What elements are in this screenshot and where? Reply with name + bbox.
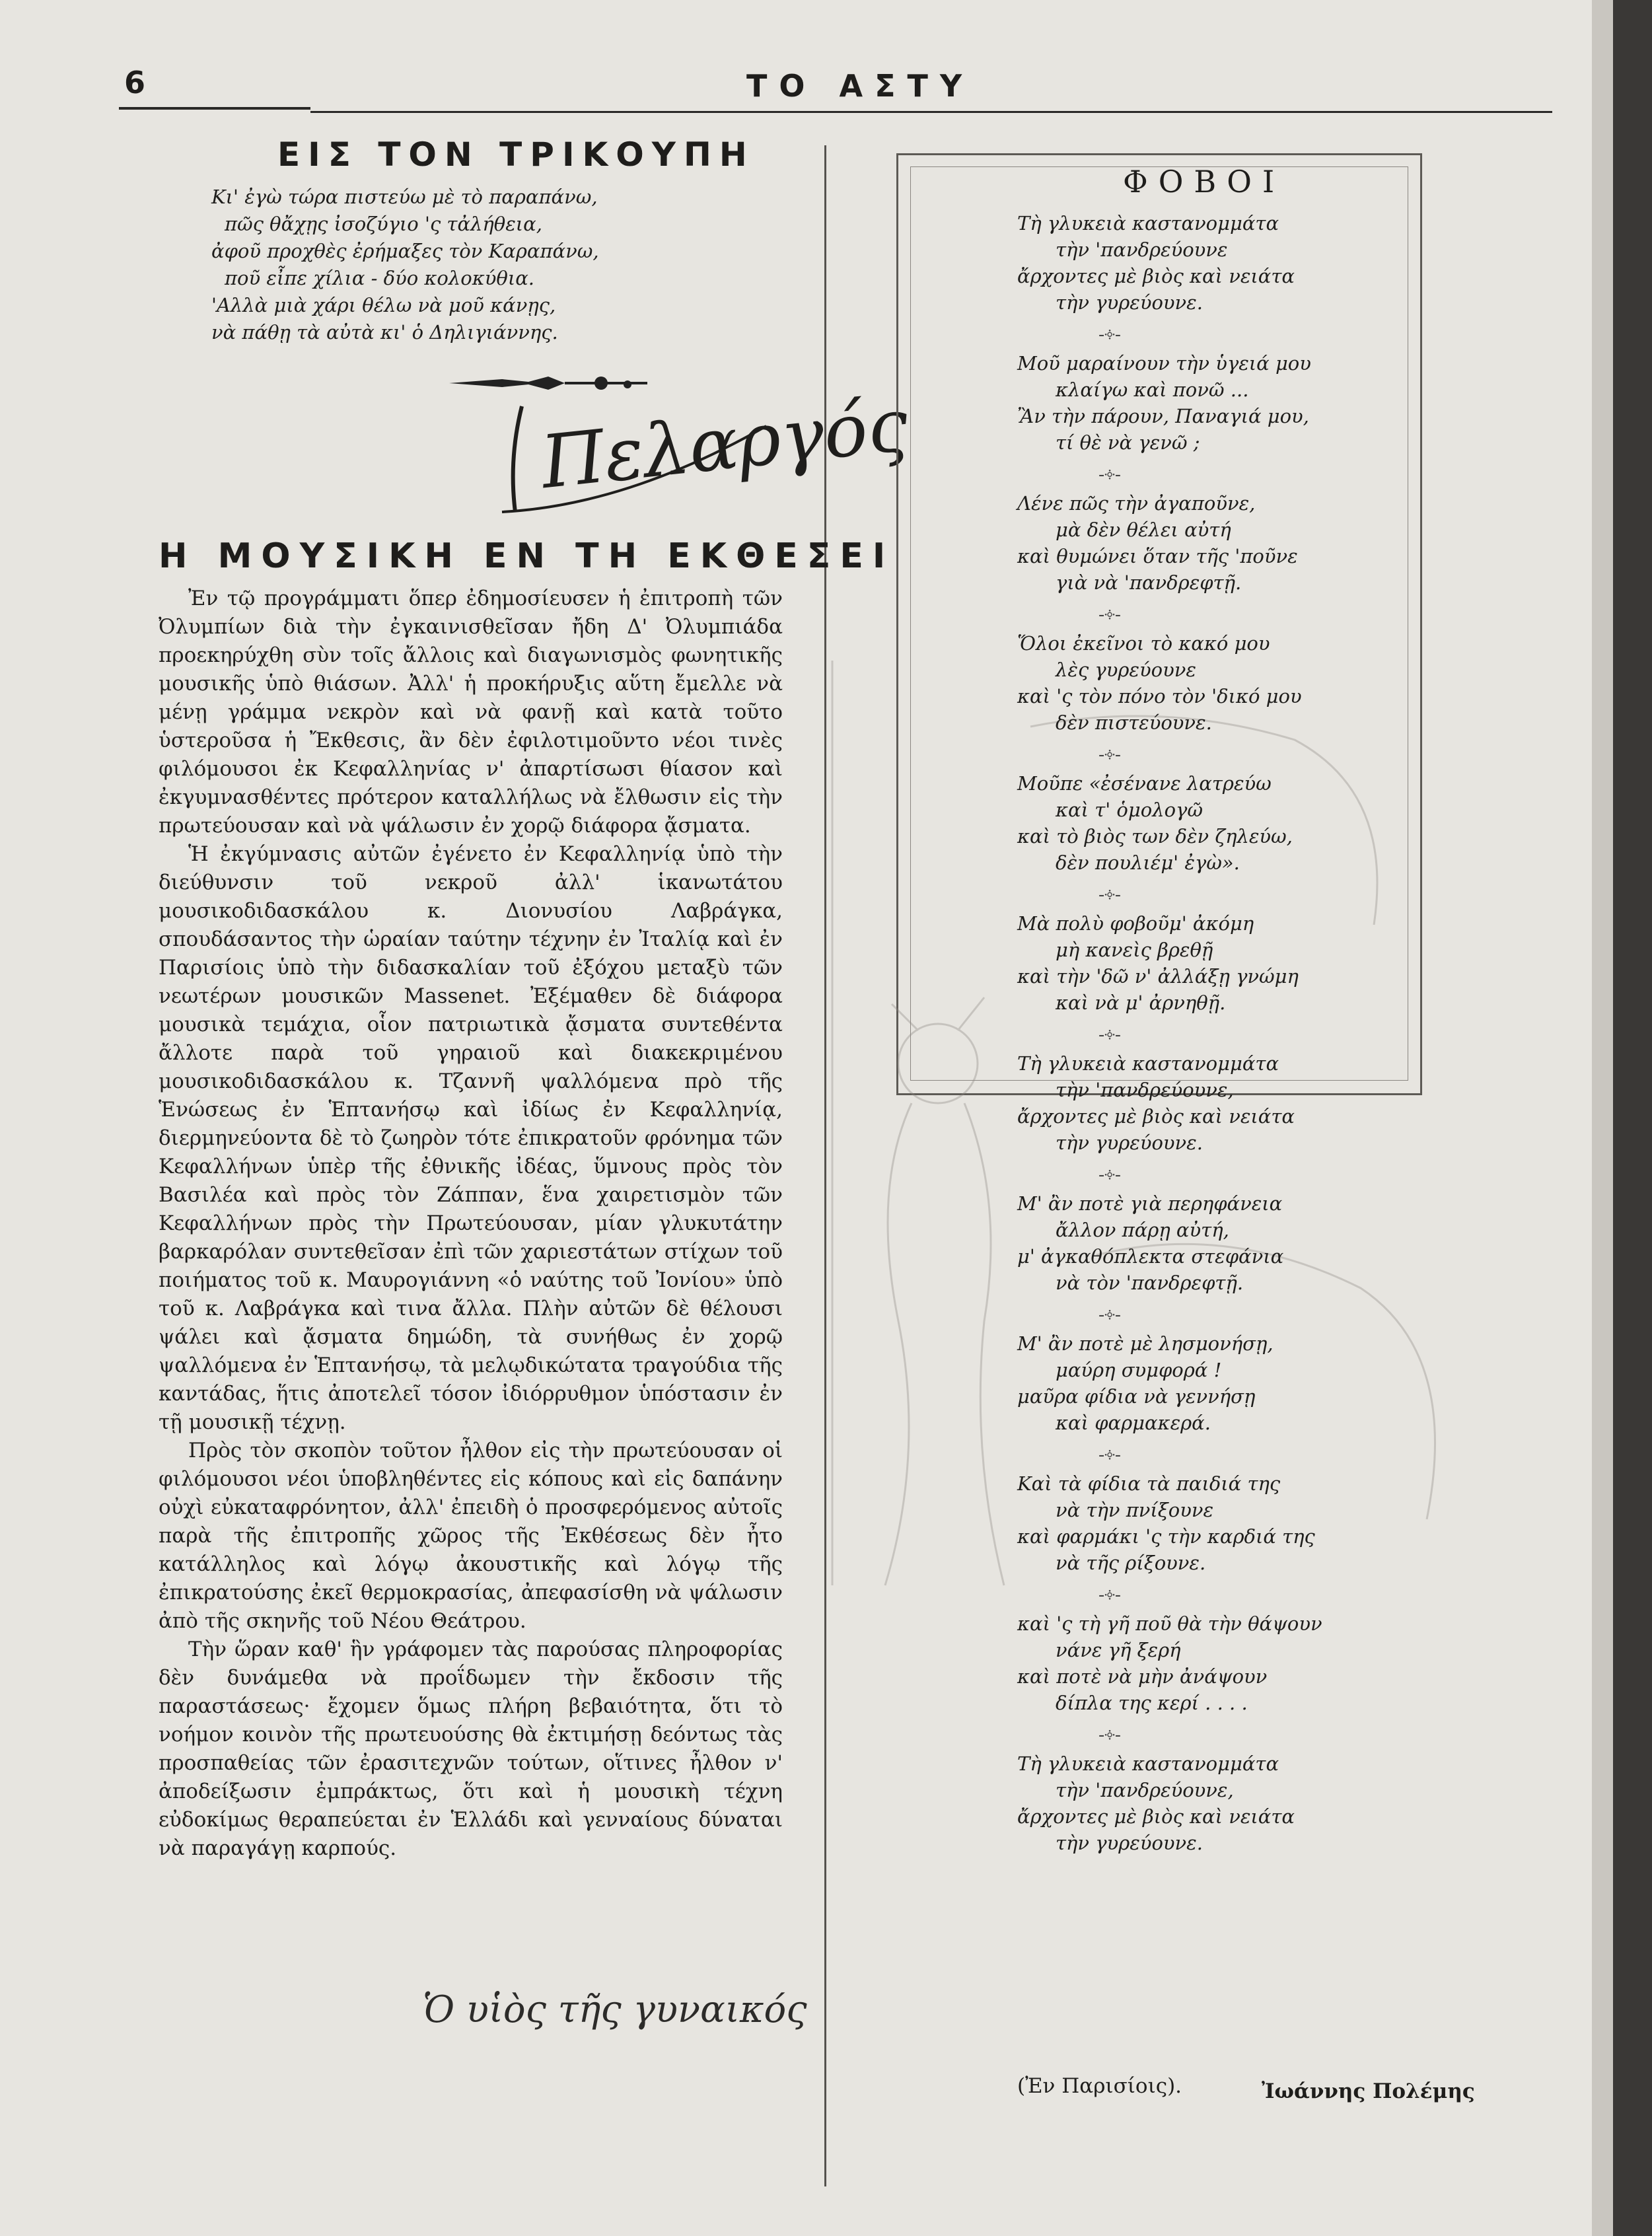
stanza-separator-icon: -༓- (1098, 745, 1122, 765)
poem-title: ΕΙΣ ΤΟΝ ΤΡΙΚΟΥΠΗ (277, 135, 755, 174)
stanza-separator-icon: -༓- (1098, 1445, 1122, 1465)
verse-line: Μ' ἂν ποτὲ μὲ λησμονήσῃ, (1017, 1332, 1274, 1355)
verse-line: Λένε πῶς τὴν ἀγαποῦνε, (1017, 492, 1256, 515)
verse-line: καὶ νὰ μ' ἀρνηθῇ. (1056, 992, 1226, 1014)
stanza-separator-icon: -༓- (1098, 1585, 1122, 1605)
binding-edge (1613, 0, 1652, 2236)
poem-line: ποῦ εἶπε χίλια - δύο κολοκύθια. (225, 267, 535, 289)
verse-line: μ' ἀγκαθόπλεκτα στεφάνια (1017, 1245, 1284, 1268)
verse-line: δὲν πουλιέμ' ἐγὼ». (1056, 851, 1240, 874)
verse-line: καὶ θυμώνει ὅταν τῆς 'ποῦνε (1017, 545, 1298, 567)
verse-line: μὰ δὲν θέλει αὐτή (1056, 519, 1231, 541)
verse-line: ἄρχοντες μὲ βιὸς καὶ νειάτα (1017, 265, 1295, 287)
verse-line: λὲς γυρεύουνε (1056, 659, 1196, 681)
stanza-separator-icon: -༓- (1098, 1165, 1122, 1185)
verse-line: καὶ τὸ βιὸς των δὲν ζηλεύω, (1017, 825, 1293, 848)
stanza-separator-icon: -༓- (1098, 1025, 1122, 1045)
stanza (1017, 210, 1480, 316)
stanza-separator-icon: -༓- (1098, 1725, 1122, 1745)
stanza (1017, 770, 1480, 876)
poem-line: πῶς θἄχῃς ἰσοζύγιο 'ς τἀλήθεια, (225, 213, 542, 235)
verse-line: μαύρη συμφορά ! (1056, 1359, 1222, 1381)
verse-line: τὴν 'πανδρεύουνε (1056, 238, 1228, 261)
stanza (1017, 490, 1480, 596)
poem-author: Ἰωάννης Πολέμης (1262, 2079, 1475, 2103)
stanza-separator-icon: -༓- (1098, 605, 1122, 625)
verse-line: μαῦρα φίδια νὰ γεννήσῃ (1017, 1385, 1256, 1408)
signature-text: Πελαργός (537, 382, 912, 505)
verse-line: Μ' ἂν ποτὲ γιὰ περηφάνεια (1017, 1192, 1283, 1215)
stanza (1017, 1050, 1480, 1156)
stanza (1017, 1330, 1480, 1436)
verse-line: καὶ τὴν 'δῶ ν' ἀλλάξῃ γνώμη (1017, 965, 1299, 988)
verse-line: Τὴ γλυκειὰ καστανομμάτα (1017, 212, 1279, 234)
verse-line: Μοῦ μαραίνουν τὴν ὑγειά μου (1017, 352, 1311, 375)
verse-line: τὴν 'πανδρεύουνε, (1056, 1079, 1234, 1101)
verse-line: καὶ φαρμάκι 'ς τὴν καρδιά της (1017, 1525, 1315, 1548)
verse-line: μὴ κανεὶς βρεθῇ (1056, 939, 1213, 961)
verse-line: ἄλλον πάρῃ αὐτή, (1056, 1219, 1229, 1241)
poem-title-fovoi: ΦΟΒΟΙ (1123, 164, 1285, 199)
stanza-separator-icon: -༓- (1098, 1305, 1122, 1325)
stanza (1017, 1610, 1480, 1716)
verse-line: τί θὲ νὰ γενῶ ; (1056, 431, 1200, 454)
article-body (159, 585, 783, 1863)
verse-line: καὶ ποτὲ νὰ μὴν ἀνάψουν (1017, 1665, 1268, 1688)
stanza (1017, 1190, 1480, 1296)
stanza (1017, 350, 1480, 456)
verse-line: νὰ τὸν 'πανδρεφτῇ. (1056, 1272, 1244, 1294)
verse-line: καὶ 'ς τὴ γῆ ποῦ θὰ τὴν θάψουν (1017, 1612, 1322, 1635)
stanza (1017, 630, 1480, 736)
verse-line: Ἂν τὴν πάρουν, Παναγιά μου, (1017, 405, 1309, 427)
article-paragraph: Ἡ ἐκγύμνασις αὐτῶν ἐγένετο ἐν Κεφαλληνίᾳ ὑπὸ τὴν διεύθυνσιν τοῦ νεκροῦ ἀλλ' ἱκανωτάτου μουσικοδιδασκάλου κ. Διονυσίου Λαβράγκα, σπουδάσαντος τὴν ὡραίαν ταύτην τέχνην ἐν Ἰταλίᾳ καὶ ἐν Παρισίοις ὑπὸ τὴν διδασκαλίαν τοῦ ἐξόχου μεταξὺ τῶν νεωτέρων μουσικῶν Massenet. Ἐξέμαθεν δὲ διάφορα μουσικὰ τεμάχια, οἷον πατριωτικὰ ᾄσματα συντεθέντα ἄλλοτε παρὰ τοῦ γηραιοῦ καὶ διακεκριμένου μουσικοδιδασκάλου κ. Τζαννῆ ψαλλόμενα πρὸ τῆς Ἑνώσεως ἐν Ἑπτανήσῳ καὶ ἰδίως ἐν Κεφαλληνίᾳ, διερμηνεύοντα δὲ τὸ ζωηρὸν τότε ἐπικρατοῦν φρόνημα τῶν Κεφαλλήνων ὑπὲρ τῆς ἐθνικῆς ἰδέας, ὕμνους πρὸς τὸν Βασιλέα καὶ πρὸς τὸν Ζάππαν, ἕνα χαιρετισμὸν τῶν Κεφαλλήνων πρὸς τὴν Πρωτεύουσαν, μίαν γλυκυτάτην βαρκαρόλαν συντεθεῖσαν ἐπὶ τῶν χαριεστάτων στίχων τοῦ ποιήματος τοῦ κ. Μαυρογιάννη «ὁ ναύτης τοῦ Ἰονίου» ὑπὸ τοῦ κ. Λαβράγκα καὶ τινα ἄλλα. Πλὴν αὐτῶν δὲ θέλουσι ψάλει καὶ ᾄσματα δημώδη, τὰ συνήθως ἐν χορῷ ψαλλόμενα ἐν Ἑπτανήσῳ, τὰ μελῳδικώτατα τραγούδια τῆς καντάδας, ἥτις ἀποτελεῖ τόσον ἰδιόρρυθμον ὑπόστασιν ἐν τῇ μουσικῇ τέχνῃ. (159, 842, 783, 1434)
verse-line: δίπλα της κερί . . . . (1056, 1692, 1248, 1714)
stanza-separator-icon: -༓- (1098, 325, 1122, 345)
verse-line: καὶ 'ς τὸν πόνο τὸν 'δικό μου (1017, 685, 1302, 707)
verse-line: Καὶ τὰ φίδια τὰ παιδιά της (1017, 1472, 1281, 1495)
verse-line: τὴν γυρεύουνε. (1056, 1832, 1203, 1854)
poem-place: (Ἐν Παρισίοις). (1017, 2074, 1182, 2098)
verse-line: γιὰ νὰ 'πανδρεφτῇ. (1056, 571, 1242, 594)
verse-line: Ὅλοι ἐκεῖνοι τὸ κακό μου (1017, 632, 1270, 655)
stanza-separator-icon: -༓- (1098, 465, 1122, 485)
article-title: Η ΜΟΥΣΙΚΗ ΕΝ ΤΗ ΕΚΘΕΣΕΙ (159, 536, 895, 576)
signature-pelargos (495, 380, 912, 532)
verse-line: νὰ τὴν πνίξουνε (1056, 1499, 1214, 1521)
verse-line: δὲν πιστεύουνε. (1056, 711, 1212, 734)
verse-line: νὰ τῆς ρίξουνε. (1056, 1552, 1206, 1574)
header-rule-short (119, 107, 310, 110)
poem-line: ἀφοῦ προχθὲς ἐρήμαξες τὸν Καραπάνω, (211, 240, 599, 262)
verse-line: κλαίγω καὶ πονῶ ... (1056, 379, 1249, 401)
verse-line: καὶ φαρμακερά. (1056, 1412, 1211, 1434)
poem-line: 'Αλλὰ μιὰ χάρι θέλω νὰ μοῦ κάνῃς, (211, 294, 556, 316)
stanza-separator-icon: -༓- (1098, 885, 1122, 905)
article-paragraph: Πρὸς τὸν σκοπὸν τοῦτον ἦλθον εἰς τὴν πρωτεύουσαν οἱ φιλόμουσοι νέοι ὑποβληθέντες εἰς κόπους καὶ εἰς δαπάνην οὐχὶ εὐκαταφρόνητον, ἀλλ' ἐπειδὴ ὁ προσφερόμενος αὐτοῖς παρὰ τῆς ἐπιτροπῆς χῶρος τῆς Ἐκθέσεως δὲν ἦτο κατάλληλος καὶ λόγῳ ἀκουστικῆς καὶ λόγῳ τῆς ἐπικρατούσης ἐκεῖ θερμοκρασίας, ἀπεφασίσθη νὰ ψάλωσιν ἀπὸ τῆς σκηνῆς τοῦ Νέου Θεάτρου. (159, 1439, 783, 1633)
poem-body (211, 184, 687, 346)
article-paragraph: Τὴν ὥραν καθ' ἣν γράφομεν τὰς παρούσας πληροφορίας δὲν δυνάμεθα νὰ προΐδωμεν τὴν ἔκδοσιν τῆς παραστάσεως· ἔχομεν ὅμως πλήρη βεβαιότητα, ὅτι τὸ νοήμον κοινὸν τῆς πρωτευούσης θὰ ἐκτιμήσῃ δεόντως τὰς προσπαθείας τῶν ἐρασιτεχνῶν τούτων, οἵτινες ἦλθον ν' ἀποδείξωσιν ἐμπράκτως, ὅτι καὶ ἡ μουσικὴ τέχνη εὐδοκίμως θεραπεύεται ἐν Ἑλλάδι καὶ γενναίους δύναται νὰ παραγάγῃ καρπούς. (159, 1638, 783, 1860)
verse-line: καὶ τ' ὁμολογῶ (1056, 799, 1203, 821)
verse-line: ἄρχοντες μὲ βιὸς καὶ νειάτα (1017, 1105, 1295, 1128)
page-number: 6 (124, 65, 146, 100)
poem-fovoi-body (1017, 210, 1480, 1864)
poem-line: νὰ πάθῃ τὰ αὐτὰ κι' ὁ Δηλιγιάννης. (211, 321, 558, 343)
verse-line: ἄρχοντες μὲ βιὸς καὶ νειάτα (1017, 1805, 1295, 1828)
verse-line: Τὴ γλυκειὰ καστανομμάτα (1017, 1752, 1279, 1775)
verse-line: τὴν γυρεύουνε. (1056, 1132, 1203, 1154)
stanza (1017, 910, 1480, 1016)
verse-line: τὴν 'πανδρεύουνε, (1056, 1779, 1234, 1801)
article-signature: Ὁ υἱὸς τῆς γυναικός (423, 1988, 807, 2031)
stanza (1017, 1470, 1480, 1576)
header-rule (310, 111, 1552, 113)
page-edge-shadow (1592, 0, 1613, 2236)
verse-line: Μοῦπε «ἐσένανε λατρεύω (1017, 772, 1272, 795)
poem-line: Κι' ἐγὼ τώρα πιστεύω μὲ τὸ παραπάνω, (211, 186, 598, 208)
verse-line: Μὰ πολὺ φοβοῦμ' ἀκόμη (1017, 912, 1254, 935)
masthead-title: ΤΟ ΑΣΤΥ (746, 68, 974, 104)
verse-line: τὴν γυρεύουνε. (1056, 291, 1203, 314)
article-paragraph: Ἐν τῷ προγράμματι ὅπερ ἐδημοσίευσεν ἡ ἐπιτροπὴ τῶν Ὀλυμπίων διὰ τὴν ἐγκαινισθεῖσαν ἤδη Δ' Ὀλυμπιάδα προεκηρύχθη σὺν τοῖς ἄλλοις καὶ διαγωνισμὸς φωνητικῆς μουσικῆς ὑπὸ θιάσων. Ἀλλ' ἡ προκήρυξις αὕτη ἔμελλε νὰ μένῃ γράμμα νεκρὸν καὶ νὰ φανῇ καὶ κατὰ τοῦτο ὑστεροῦσα ἡ Ἔκθεσις, ἂν δὲν ἐφιλοτιμοῦντο νέοι τινὲς φιλόμουσοι ἐκ Κεφαλληνίας ν' ἀπαρτίσωσι θίασον καὶ ἐκγυμνασθέντες πρότερον καταλλήλως νὰ ἔλθωσιν εἰς τὴν πρωτεύουσαν καὶ νὰ ψάλωσιν ἐν χορῷ διάφορα ᾄσματα. (159, 587, 783, 838)
stanza (1017, 1750, 1480, 1856)
verse-line: Τὴ γλυκειὰ καστανομμάτα (1017, 1052, 1279, 1075)
verse-line: νάνε γῆ ξερή (1056, 1639, 1181, 1661)
